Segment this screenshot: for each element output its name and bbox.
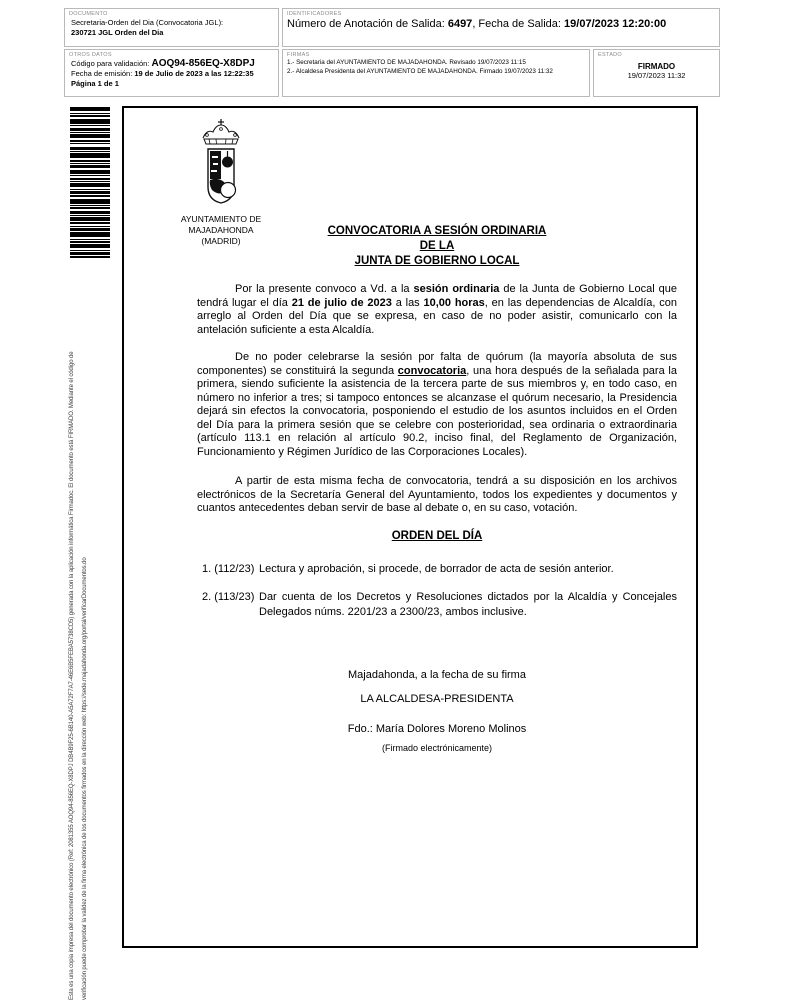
barcode-bar [70,228,110,231]
barcode-bar [70,163,110,164]
barcode-bar [70,239,110,240]
header-box-firmas [282,49,590,97]
firmas-label: FIRMAS [287,52,310,58]
fecha-emision: 19 de Julio de 2023 a las 12:22:35 [134,69,254,78]
barcode-bar [70,175,110,176]
convocatoria-bold: convocatoria [397,364,467,377]
barcode-bar [70,113,110,114]
barcode-bar [70,256,110,258]
signature-block [197,669,677,753]
barcode-bar [70,199,110,204]
verification-line-1: Esta es una copia impresa del documento electrónico (Ref: 2081355 AOQ94-856EQ-X8DPJ DB4B9F25-6B140-A5A72F7A7-46E6B5FEBA5738CD5) generada con la aplicación informática Firmadoc. El documento está FIRMADO. Mediante el código de [69,351,75,1000]
documento-label: DOCUMENTO [69,11,108,17]
barcode-bar [70,134,110,138]
barcode-bar [70,195,110,197]
barcode-bar [70,125,110,126]
signature-name: Fdo.: María Dolores Moreno Molinos [347,723,527,735]
barcode-bar [70,160,110,162]
barcode-bar [70,244,110,248]
paragraph-archivos: A partir de esta misma fecha de convocatoria, tendrá a su disposición en los archivos electrónicos de la Secretaría General del Ayuntamiento, todos los expedientes y documentos y cuantos antecedentes deban servir de base al debate o, en su caso, votación. [197,475,677,514]
orden-item-1 [197,562,677,577]
verification-sidebar-text [66,278,93,1000]
barcode-bar [70,151,110,152]
barcode-bar [70,226,110,227]
barcode-bar [70,250,110,251]
orden-item-1-text: Lectura y aprobación, si procede, de borrador de acta de sesión anterior. [259,562,614,575]
barcode-bar [70,232,110,237]
pagina-indicator: Página 1 de 1 [71,79,119,88]
barcode-bar [70,205,110,206]
otros-datos-label: OTROS DATOS [69,52,112,58]
barcode-bar [70,217,110,221]
coat-of-arms-icon [195,118,247,210]
barcode-bar [70,207,110,209]
codigo-validacion: AOQ94-856EQ-X8DPJ [151,58,255,69]
barcode-bar [70,107,110,111]
header-box-identificadores [282,8,720,47]
header-box-estado [593,49,720,97]
numero-salida: 6497 [447,18,473,30]
barcode-bar [70,153,110,158]
barcode-bar [70,181,110,182]
orden-item-2 [197,590,677,619]
org-name: AYUNTAMIENTO DE MAJADAHONDA (MADRID) [180,214,262,246]
barcode-bar [70,115,110,117]
barcode-bar [70,215,110,216]
barcode-bar [70,119,110,124]
barcode [70,107,110,259]
barcode-bar [70,140,110,142]
barcode-bar [70,252,110,255]
verification-line-2: verificación puede comprobar la validez de la firma electrónica de los documentos firmados en la dirección web: https://sede.majadahonda.org/portal/verificarDocumentos.do [82,557,88,1000]
barcode-bar [70,191,110,194]
barcode-bar [70,128,110,131]
signature-note: (Firmado electrónicamente) [381,743,493,753]
barcode-bar [70,222,110,224]
barcode-bar [70,170,110,174]
estado-value: FIRMADO [637,62,676,71]
codigo-validacion-row: Código para validación: AOQ94-856EQ-X8DPJ [71,58,255,69]
document-frame [122,106,698,948]
sesion-ordinaria-bold: sesión ordinaria [413,283,500,295]
header-box-otros-datos [64,49,279,97]
barcode-bar [70,165,110,168]
barcode-bar [70,143,110,144]
estado-label: ESTADO [598,52,623,58]
documento-line2: 230721 JGL Orden del Dia [71,27,164,37]
document-body [197,224,677,753]
barcode-bar [70,211,110,214]
barcode-bar [70,178,110,180]
firma-entry-2: 2.- Alcaldesa Presidenta del AYUNTAMIENTO DE MAJADAHONDA. Firmado 19/07/2023 11:32 [287,67,553,75]
orden-del-dia-heading: ORDEN DEL DÍA [391,529,483,542]
orden-item-2-text: Dar cuenta de los Decretos y Resoluciones dictados por la Alcaldía y Concejales Delegados núms. 2201/23 a 2300/23, ambos inclusive. [259,591,677,618]
fecha-sesion-bold: 21 de julio de 2023 [291,296,392,309]
barcode-bar [70,241,110,243]
fecha-salida: 19/07/2023 12:20:00 [564,18,667,30]
paragraph-convocatoria: Por la presente convoco a Vd. a la sesión ordinaria de la Junta de Gobierno Local que tendrá lugar el día 21 de julio de 2023 a las 10,00 horas, en las dependencias de Alcaldía, con arreglo al Orden del Día que se expresa, en caso de no poder asistir, comunicarlo con la antelación suficiente a esta Alcaldía. [197,283,678,336]
orden-del-dia-list [197,562,677,620]
identificadores-label: IDENTIFICADORES [287,11,342,17]
document-title: CONVOCATORIA A SESIÓN ORDINARIA DE LA JUNTA DE GOBIERNO LOCAL [327,225,547,267]
orden-item-1-number: 1. (112/23) [202,562,255,575]
header-box-documento [64,8,279,47]
orden-item-2-number: 2. (113/23) [202,591,255,603]
hora-sesion-bold: 10,00 horas [423,296,485,309]
barcode-bar [70,189,110,190]
estado-datetime: 19/07/2023 11:32 [627,71,686,80]
paragraph-quorum: De no poder celebrarse la sesión por falta de quórum (la mayoría absoluta de sus componentes) se constituirá la segunda convocatoria, una hora después de la señalada para la primera, siendo suficiente la asistencia de la tercera parte de sus miembros y, en todo caso, en número no inferior a tres; si tampoco entonces se alcanzase el quórum necesario, la Presidencia dejará sin efectos la convocatoria, posponiendo el estudio de los asuntos incluidos en el Orden del Día para la primera sesión que se celebre con posterioridad, sea ordinaria o extraordinaria (artículo 113.1 en relación al artículo 90.2, inciso final, del Reglamento de Organización, Funcionamiento y Régimen Jurídico de las Corporaciones Locales). [197,351,677,458]
barcode-bar [70,147,110,150]
firma-entry-1: 1.- Secretaria del AYUNTAMIENTO DE MAJADAHONDA. Revisado 19/07/2023 11:15 [287,59,526,66]
signature-role: LA ALCALDESA-PRESIDENTA [360,693,514,705]
signature-place: Majadahonda, a la fecha de su firma [348,669,526,681]
identificadores-value: Número de Anotación de Salida: 6497, Fecha de Salida: 19/07/2023 12:20:00 [287,18,667,30]
barcode-bar [70,132,110,133]
barcode-bar [70,183,110,187]
fecha-emision-row: Fecha de emisión: 19 de Julio de 2023 a las 12:22:35 [71,69,254,78]
documento-line1: Secretaria-Orden del Dia (Convocatoria JGL): [71,18,224,27]
